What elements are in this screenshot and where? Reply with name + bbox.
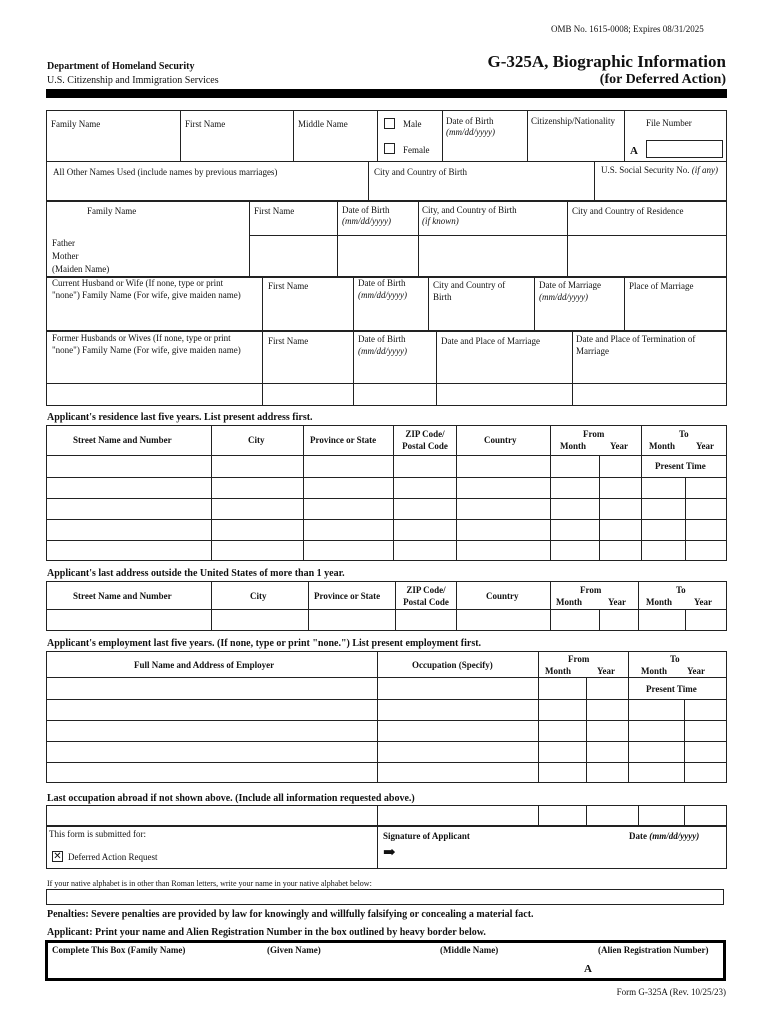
residence-street-header: Street Name and Number — [73, 435, 172, 445]
file-number-label: File Number — [646, 118, 692, 128]
omb-number: OMB No. 1615-0008; Expires 08/31/2025 — [551, 24, 704, 34]
outside-city-header: City — [250, 591, 267, 601]
citizenship-label: Citizenship/Nationality — [531, 116, 615, 126]
female-label: Female — [403, 145, 430, 155]
parent-birth-note: (if known) — [422, 216, 459, 226]
male-label: Male — [403, 119, 422, 129]
file-number-input[interactable] — [646, 140, 723, 158]
spouse-dob-format: (mm/dd/yyyy) — [358, 290, 407, 300]
parent-first-name-label: First Name — [254, 206, 295, 216]
spouse-first-name-label: First Name — [268, 281, 309, 291]
middle-name-label: Middle Name — [298, 119, 348, 129]
complete-box-alien-label: (Alien Registration Number) — [598, 945, 709, 955]
form-title: G-325A, Biographic Information — [487, 52, 726, 71]
complete-box-middle-label: (Middle Name) — [440, 945, 499, 955]
termination-label-1: Date and Place of Termination of — [576, 334, 696, 344]
former-dob-label: Date of Birth — [358, 334, 406, 344]
abroad-heading: Last occupation abroad if not shown above. (Include all information requested above.) — [47, 793, 415, 804]
native-alphabet-label: If your native alphabet is in other than Roman letters, write your name in your native alphabet below: — [47, 879, 372, 888]
former-first-name-label: First Name — [268, 336, 309, 346]
residence-to-month: Month — [649, 441, 676, 451]
residence-from-year: Year — [610, 441, 628, 451]
outside-country-header: Country — [486, 591, 519, 601]
employment-to-header: To — [670, 654, 680, 664]
residence-heading: Applicant's residence last five years. List present address first. — [47, 412, 313, 423]
parent-residence-label: City and Country of Residence — [572, 206, 684, 216]
department-name: Department of Homeland Security — [47, 61, 195, 72]
outside-address-heading: Applicant's last address outside the United States of more than 1 year. — [47, 568, 345, 579]
outside-to-month: Month — [646, 597, 673, 607]
deferred-action-checkbox[interactable]: ✕ — [53, 851, 62, 862]
penalties-text: Penalties: Severe penalties are provided by law for knowingly and willfully falsifying or concealing a material fact. — [47, 909, 534, 920]
outside-zip-header-1: ZIP Code/ — [406, 585, 446, 595]
marriage-place-label: Place of Marriage — [629, 281, 694, 291]
father-label: Father — [52, 238, 75, 248]
outside-from-year: Year — [608, 597, 626, 607]
file-number-prefix: A — [630, 145, 638, 157]
header-rule — [46, 89, 727, 98]
abroad-row[interactable] — [46, 805, 727, 826]
first-name-label: First Name — [185, 119, 226, 129]
employment-to-month: Month — [641, 666, 668, 676]
outside-zip-header-2: Postal Code — [403, 597, 449, 607]
female-checkbox[interactable] — [384, 143, 395, 154]
current-spouse-label-1: Current Husband or Wife (If none, type or print — [52, 278, 224, 288]
submitted-for-label: This form is submitted for: — [49, 829, 146, 839]
residence-country-header: Country — [484, 435, 517, 445]
marriage-date-label: Date of Marriage — [539, 280, 601, 290]
employer-header: Full Name and Address of Employer — [134, 660, 275, 670]
outside-province-header: Province or State — [314, 591, 381, 601]
residence-city-header: City — [248, 435, 265, 445]
dob-format: (mm/dd/yyyy) — [446, 127, 495, 137]
parent-family-name-label: Family Name — [87, 206, 137, 216]
residence-to-header: To — [679, 429, 689, 439]
mother-label: Mother — [52, 251, 79, 261]
date-label: Date (mm/dd/yyyy) — [629, 831, 700, 841]
agency-name: U.S. Citizenship and Immigration Services — [47, 75, 219, 86]
employment-from-header: From — [568, 654, 590, 664]
former-spouse-label-2: "none") Family Name (For wife, give maiden name) — [52, 345, 241, 355]
residence-present-time: Present Time — [655, 461, 706, 471]
residence-zip-header-2: Postal Code — [402, 441, 448, 451]
ssn-label: U.S. Social Security No. (if any) — [601, 165, 718, 175]
signature-label: Signature of Applicant — [383, 831, 470, 841]
complete-box-family-label: Complete This Box (Family Name) — [52, 945, 186, 955]
residence-province-header: Province or State — [310, 435, 377, 445]
occupation-header: Occupation (Specify) — [412, 660, 493, 670]
form-footer: Form G-325A (Rev. 10/25/23) — [616, 987, 726, 997]
employment-from-year: Year — [597, 666, 615, 676]
employment-from-month: Month — [545, 666, 572, 676]
form-subtitle: (for Deferred Action) — [599, 72, 726, 87]
spouse-dob-label: Date of Birth — [358, 278, 406, 288]
spouse-birth-label-2: Birth — [433, 292, 452, 302]
dob-label: Date of Birth — [446, 116, 494, 126]
residence-zip-header-1: ZIP Code/ — [405, 429, 445, 439]
current-spouse-label-2: "none") Family Name (For wife, give maiden name) — [52, 290, 241, 300]
male-checkbox[interactable] — [384, 118, 395, 129]
birth-city-country-label: City and Country of Birth — [374, 167, 467, 177]
parent-dob-label: Date of Birth — [342, 205, 390, 215]
complete-box-given-label: (Given Name) — [267, 945, 321, 955]
outside-to-header: To — [676, 585, 686, 595]
outside-street-header: Street Name and Number — [73, 591, 172, 601]
marriage-date-format: (mm/dd/yyyy) — [539, 292, 588, 302]
deferred-action-label: Deferred Action Request — [68, 852, 158, 862]
outside-from-header: From — [580, 585, 602, 595]
employment-to-year: Year — [687, 666, 705, 676]
former-marriage-label: Date and Place of Marriage — [441, 336, 540, 346]
parent-dob-format: (mm/dd/yyyy) — [342, 216, 391, 226]
employment-heading: Applicant's employment last five years. (If none, type or print "none.") List present employment first. — [47, 638, 482, 649]
other-names-label: All Other Names Used (include names by previous marriages) — [53, 167, 278, 177]
residence-to-year: Year — [696, 441, 714, 451]
native-alphabet-input[interactable] — [46, 889, 724, 905]
residence-from-month: Month — [560, 441, 587, 451]
spouse-birth-label-1: City and Country of — [433, 280, 506, 290]
termination-label-2: Marriage — [576, 346, 609, 356]
outside-to-year: Year — [694, 597, 712, 607]
parent-birth-label: City, and Country of Birth — [422, 205, 517, 215]
residence-from-header: From — [583, 429, 605, 439]
former-spouse-label-1: Former Husbands or Wives (If none, type or print — [52, 333, 231, 343]
former-dob-format: (mm/dd/yyyy) — [358, 346, 407, 356]
employment-present-time: Present Time — [646, 684, 697, 694]
complete-box-a-prefix: A — [584, 963, 592, 975]
outside-from-month: Month — [556, 597, 583, 607]
instruction-text: Applicant: Print your name and Alien Registration Number in the box outlined by heavy border below. — [47, 927, 486, 938]
signature-arrow-icon: ➡ — [383, 845, 396, 861]
family-name-label: Family Name — [51, 119, 101, 129]
maiden-name-label: (Maiden Name) — [52, 264, 110, 274]
